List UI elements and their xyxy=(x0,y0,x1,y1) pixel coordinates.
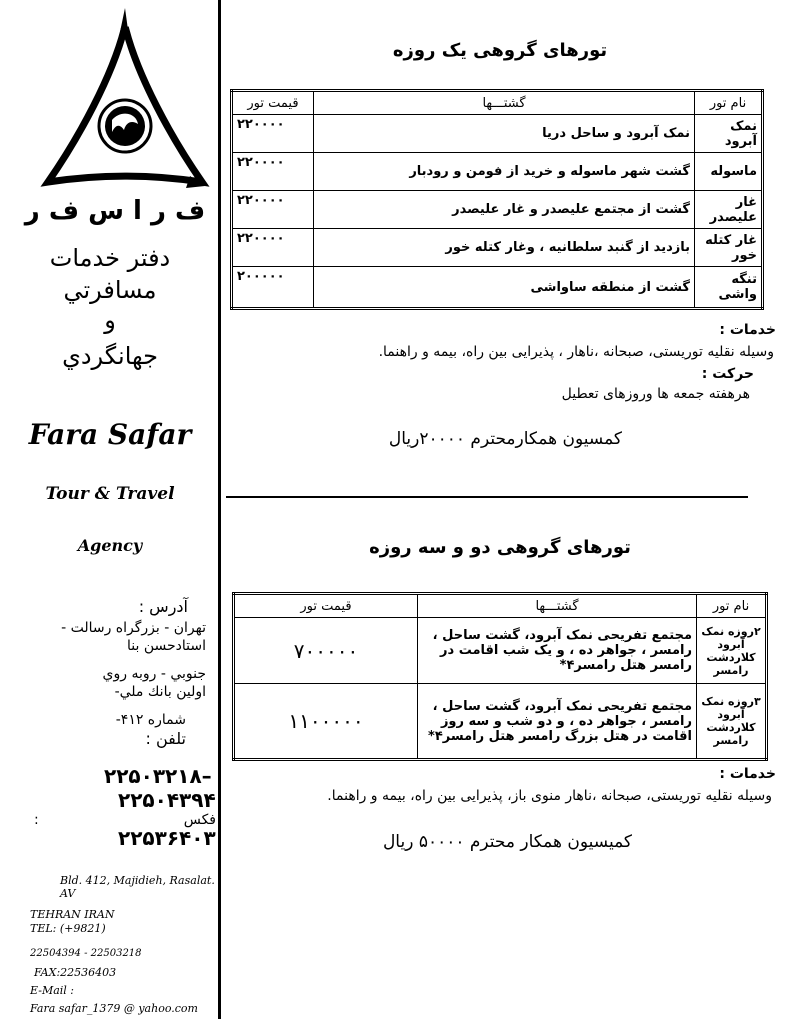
brand-name-fa: ف ر ا س ف ر xyxy=(24,196,206,226)
office-line-2: مسافرتي xyxy=(63,276,157,304)
col-header-price: قیمت تور xyxy=(232,91,314,115)
services-label: خدمات : xyxy=(719,322,776,338)
en-email-label: E-Mail : xyxy=(30,984,75,997)
tour-price: ۱۱۰۰۰۰۰ xyxy=(234,684,418,760)
tour-desc: مجتمع تفریحی نمک آبرود، گشت ساحل ، رامسر ، جواهر ده ، و دو شب و سه روز اقامت در هتل بزرگ رامسر هتل رامسر۴* xyxy=(418,684,697,760)
tour-price: ۲۲۰۰۰۰ xyxy=(232,229,314,267)
col-header-name: نام تور xyxy=(695,91,763,115)
col-header-desc: گشتـــها xyxy=(314,91,695,115)
en-city: TEHRAN IRAN xyxy=(30,908,115,921)
table-header-row xyxy=(234,594,767,618)
services-text: وسیله نقلیه توریستی، صبحانه ،ناهار منوی باز، پذیرایی بین راه، بیمه و راهنما. xyxy=(327,788,772,804)
tour-name: غار کتله خور xyxy=(695,229,763,267)
phone-label: تلفن : xyxy=(145,729,186,748)
tour-desc: گشت از مجتمع علیصدر و غار علیصدر xyxy=(314,191,695,229)
en-tel: TEL: (+9821) xyxy=(30,922,106,935)
table-header-row xyxy=(232,91,763,115)
office-line-4: جهانگردي xyxy=(62,342,158,370)
one-day-tours-title: تورهای گروهی یک روزه xyxy=(392,40,608,61)
table-row xyxy=(234,618,767,684)
address-line-4: اولين بانك ملي- xyxy=(114,684,206,700)
tour-name: نمک آبرود xyxy=(695,115,763,153)
phone-number-2: ۲۲۵۰۴۳۹۴ xyxy=(118,788,216,812)
col-header-price: قیمت تور xyxy=(234,594,418,618)
departure-label: حرکت : xyxy=(701,366,754,382)
address-label: آدرس : xyxy=(138,597,188,616)
en-email[interactable]: Fara safar_1379 @ yahoo.com xyxy=(30,1002,198,1015)
multi-day-tours-table xyxy=(232,592,768,761)
table-row xyxy=(232,191,763,229)
tagline-en: Tour & Travel xyxy=(45,484,175,504)
tour-price: ۲۲۰۰۰۰ xyxy=(232,115,314,153)
tour-desc: نمک آبرود و ساحل دریا xyxy=(314,115,695,153)
departure-text: هرهفته جمعه ها وروزهای تعطیل xyxy=(561,386,750,402)
office-line-3: و xyxy=(104,306,116,334)
tour-price: ۲۰۰۰۰۰ xyxy=(232,267,314,309)
brand-name-en: Fara Safar xyxy=(28,418,192,451)
multi-day-tours-title: تورهای گروهی دو و سه روزه xyxy=(369,537,631,558)
tour-name: ماسوله xyxy=(695,153,763,191)
en-fax: FAX:22536403 xyxy=(34,966,117,979)
table-row xyxy=(232,229,763,267)
tour-name: ۲روزه نمک آبرود کلاردشت رامسر xyxy=(697,618,767,684)
services-text: وسیله نقلیه توریستی، صبحانه ،ناهار ، پذیرایی بین راه، بیمه و راهنما. xyxy=(378,344,774,360)
tour-desc: مجتمع تفریحی نمک آبرود، گشت ساحل ، رامسر ، جواهر ده ، و یک شب اقامت در رامسر هتل رامسر۴* xyxy=(418,618,697,684)
services-label: خدمات : xyxy=(719,766,776,782)
en-address: Bld. 412, Majidieh, Rasalat. AV xyxy=(60,874,215,900)
address-line-2: استادحسن بنا xyxy=(127,638,206,654)
tour-price: ۲۲۰۰۰۰ xyxy=(232,191,314,229)
col-header-desc: گشتـــها xyxy=(418,594,697,618)
table-row xyxy=(232,153,763,191)
address-line-1: تهران - بزرگراه رسالت - xyxy=(61,620,206,636)
office-line-1: دفتر خدمات xyxy=(49,244,171,272)
fax-label: فکس xyxy=(183,812,216,828)
en-phones: 22504394 - 22503218 xyxy=(30,948,142,959)
section-divider xyxy=(226,496,748,498)
sidebar-divider xyxy=(218,0,221,1019)
tour-desc: گشت شهر ماسوله و خرید از فومن و رودبار xyxy=(314,153,695,191)
address-line-5: شماره ۴۱۲- xyxy=(115,712,186,728)
table-row xyxy=(234,684,767,760)
tour-price: ۷۰۰۰۰۰ xyxy=(234,618,418,684)
tour-desc: گشت از منطقه ساواشی xyxy=(314,267,695,309)
tour-name: تنگه واشی xyxy=(695,267,763,309)
fax-colon: : xyxy=(34,812,39,828)
tour-desc: بازدید از گنبد سلطانیه ، وغار کتله خور xyxy=(314,229,695,267)
tour-name: غار علیصدر xyxy=(695,191,763,229)
sidebar xyxy=(0,0,218,1019)
tour-price: ۲۲۰۰۰۰ xyxy=(232,153,314,191)
phone-number-1: ۲۲۵۰۳۲۱۸– xyxy=(104,764,212,788)
commission-text: کمیسیون همکار محترم ۵۰۰۰۰ ریال xyxy=(382,832,632,852)
table-row xyxy=(232,115,763,153)
commission-text: کمسیون همکارمحترم ۲۰۰۰۰ریال xyxy=(388,429,622,449)
tour-name: ۳روزه نمک آبرود کلاردشت رامسر xyxy=(697,684,767,760)
fax-number: ۲۲۵۳۶۴۰۳ xyxy=(118,826,216,850)
triangle-logo-icon xyxy=(40,6,210,196)
agency-en: Agency xyxy=(77,536,143,555)
table-row xyxy=(232,267,763,309)
one-day-tours-table xyxy=(230,89,764,310)
address-line-3: جنوبي - روبه روي xyxy=(102,666,206,682)
col-header-name: نام تور xyxy=(697,594,767,618)
